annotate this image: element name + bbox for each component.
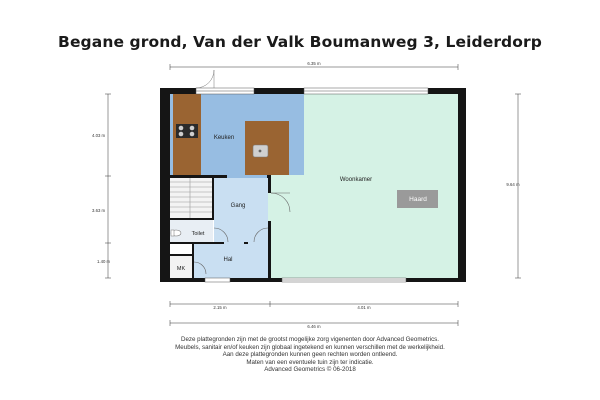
garden-door <box>196 70 214 88</box>
disclaimer-line: Meubels, sanitair en/of keuken zijn globaal ingetekend en kunnen verschillen met de werkelijkheid. <box>175 343 445 351</box>
disclaimer <box>100 336 520 374</box>
dimension-bottom-total-label: 6.46 m <box>307 324 321 329</box>
sink-icon <box>253 145 268 157</box>
room-label-gang: Gang <box>230 203 246 209</box>
plan-title: Begane grond, Van der Valk Boumanweg 3, Leiderdorp <box>58 33 542 51</box>
disclaimer-line: Advanced Geometrics © 06-2018 <box>264 366 356 374</box>
room-label-toilet: Toilet <box>191 231 205 237</box>
disclaimer-line: Maten van een eventuele tuin zijn ter indicatie. <box>246 358 374 366</box>
dimension-left <box>105 94 111 278</box>
disclaimer-line: Deze plattegronden zijn met de grootst mogelijke zorg vigenenten door Advanced Geometrics. <box>181 336 439 343</box>
room-label-hal: Hal <box>223 257 233 263</box>
toilet-fixture <box>171 230 181 236</box>
room-label-woonkamer: Woonkamer <box>339 177 373 183</box>
dimension-left-3-label: 1.40 m <box>97 259 111 264</box>
gang-area <box>214 178 270 242</box>
dimension-bottom-1-label: 2.15 m <box>213 305 227 310</box>
dimension-right-label: 9.64 m <box>506 182 520 187</box>
disclaimer-line: Aan deze plattegronden kunnen geen rechten worden ontleend. <box>222 351 398 359</box>
room-label-haard: Haard <box>409 196 427 203</box>
room-label-keuken: Keuken <box>213 135 235 141</box>
hob-icon <box>176 124 198 138</box>
dimension-left-1-label: 4.03 m <box>92 133 106 138</box>
room-label-mk: MK <box>176 266 186 272</box>
dimension-left-2-label: 3.63 m <box>92 208 106 213</box>
dimension-top-label: 6.35 m <box>307 61 321 66</box>
dimension-bottom-2-label: 4.01 m <box>357 305 371 310</box>
